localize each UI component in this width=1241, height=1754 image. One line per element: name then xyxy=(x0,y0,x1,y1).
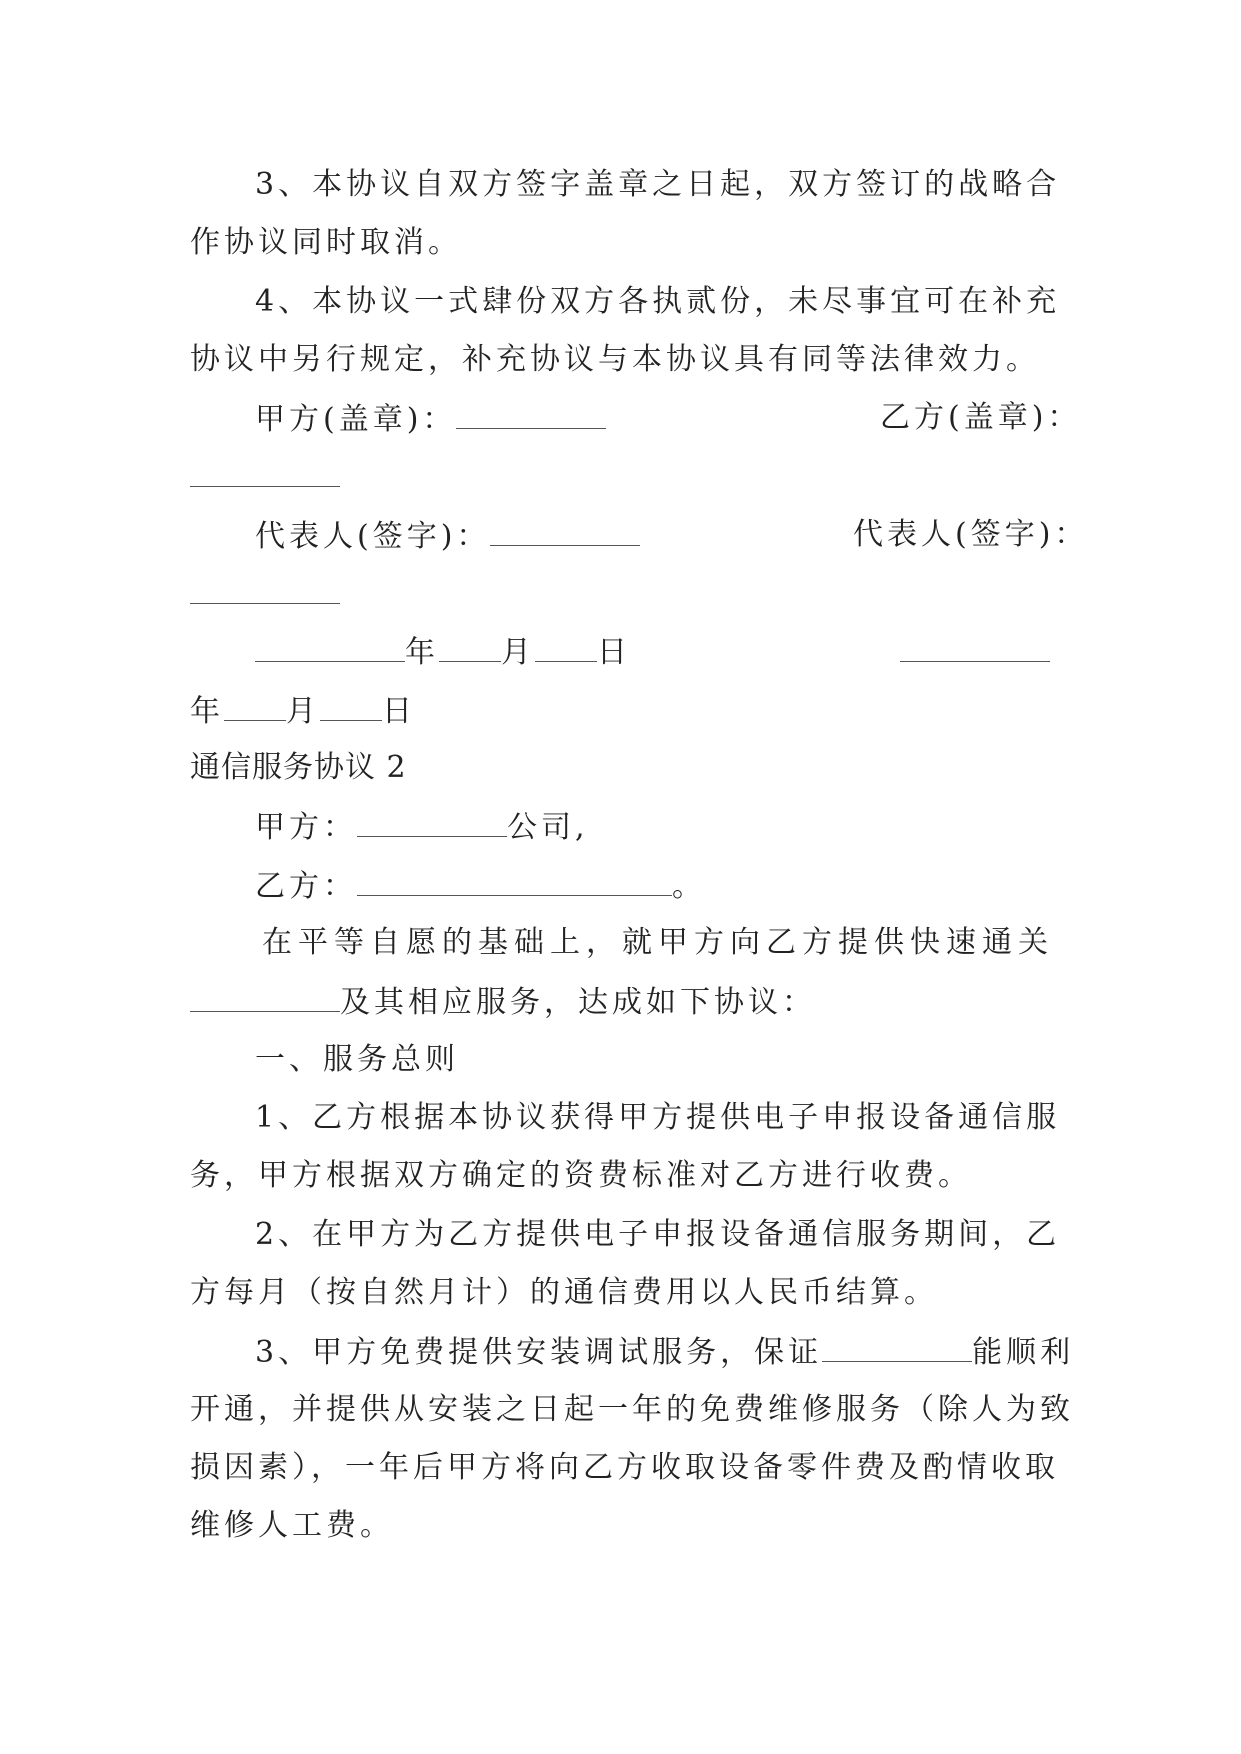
party-a-seal-line xyxy=(255,398,606,440)
party-b-line xyxy=(255,865,706,907)
date-a-day-blank xyxy=(535,631,597,662)
clause-3-line-1: 3、本协议自双方签字盖章之日起，双方签订的战略合 xyxy=(255,167,1061,202)
clause-4-line-2: 协议中另行规定，补充协议与本协议具有同等法律效力。 xyxy=(190,342,1040,377)
rep-b-label: 代表人(签字)： xyxy=(853,517,1089,552)
date-a-month-blank xyxy=(439,631,501,662)
para-1-line-1: 1、乙方根据本协议获得甲方提供电子申报设备通信服 xyxy=(255,1100,1061,1135)
para-3-line-1 xyxy=(255,1331,1074,1373)
rep-a-label: 代表人(签字)： xyxy=(255,519,491,554)
clause-4-line-1: 4、本协议一式肆份双方各执贰份，未尽事宜可在补充 xyxy=(255,284,1061,319)
rep-b-blank xyxy=(190,573,340,604)
intro-blank xyxy=(190,981,340,1012)
date-b-year-blank-line xyxy=(900,631,1050,673)
para-3-line-2: 开通，并提供从安装之日起一年的免费维修服务（除人为致 xyxy=(190,1392,1074,1427)
date-b-year-blank xyxy=(900,631,1050,662)
party-a-seal-label: 甲方(盖章)： xyxy=(255,402,457,437)
para-3-line-1a: 3、甲方免费提供安装调试服务，保证 xyxy=(255,1335,823,1370)
agreement-2-title: 通信服务协议 2 xyxy=(190,750,407,785)
para-3-line-4: 维修人工费。 xyxy=(190,1508,394,1543)
date-a-year-blank xyxy=(255,631,405,662)
party-a-line xyxy=(255,806,589,848)
party-b-seal-blank-line xyxy=(190,456,340,498)
date-a-month: 月 xyxy=(501,635,535,670)
party-b-label: 乙方： xyxy=(255,869,357,904)
party-b-blank xyxy=(357,865,672,896)
section-1-heading: 一、服务总则 xyxy=(255,1042,459,1077)
party-b-period: 。 xyxy=(672,869,706,904)
intro-line-2-text: 及其相应服务，达成如下协议： xyxy=(340,985,816,1020)
clause-3-line-2: 作协议同时取消。 xyxy=(190,225,462,260)
date-b-day: 日 xyxy=(382,694,416,729)
rep-b-blank-line xyxy=(190,573,340,615)
para-3-blank xyxy=(822,1331,972,1362)
date-b-day-blank xyxy=(320,690,382,721)
para-3-line-3: 损因素），一年后甲方将向乙方收取设备零件费及酌情收取 xyxy=(190,1450,1059,1485)
para-2-line-1: 2、在甲方为乙方提供电子申报设备通信服务期间，乙 xyxy=(255,1217,1061,1252)
date-b-month-blank xyxy=(224,690,286,721)
intro-line-1: 在平等自愿的基础上，就甲方向乙方提供快速通关 xyxy=(262,925,1054,960)
para-1-line-2: 务，甲方根据双方确定的资费标准对乙方进行收费。 xyxy=(190,1158,972,1193)
date-a-line xyxy=(255,631,631,673)
date-b-month: 月 xyxy=(286,694,320,729)
rep-a-line xyxy=(255,515,640,557)
rep-a-blank xyxy=(490,515,640,546)
date-b-year: 年 xyxy=(190,694,224,729)
date-b-line xyxy=(190,690,416,732)
party-a-label: 甲方： xyxy=(255,810,357,845)
para-2-line-2: 方每月（按自然月计）的通信费用以人民币结算。 xyxy=(190,1275,938,1310)
party-b-seal-label: 乙方(盖章)： xyxy=(880,400,1082,435)
date-a-year: 年 xyxy=(405,635,439,670)
party-a-seal-blank xyxy=(456,398,606,429)
date-a-day: 日 xyxy=(597,635,631,670)
intro-line-2 xyxy=(190,981,816,1023)
para-3-line-1b: 能顺利 xyxy=(972,1335,1075,1370)
party-a-blank xyxy=(357,806,507,837)
party-b-seal-blank xyxy=(190,456,340,487)
party-a-company: 公司, xyxy=(507,810,589,845)
